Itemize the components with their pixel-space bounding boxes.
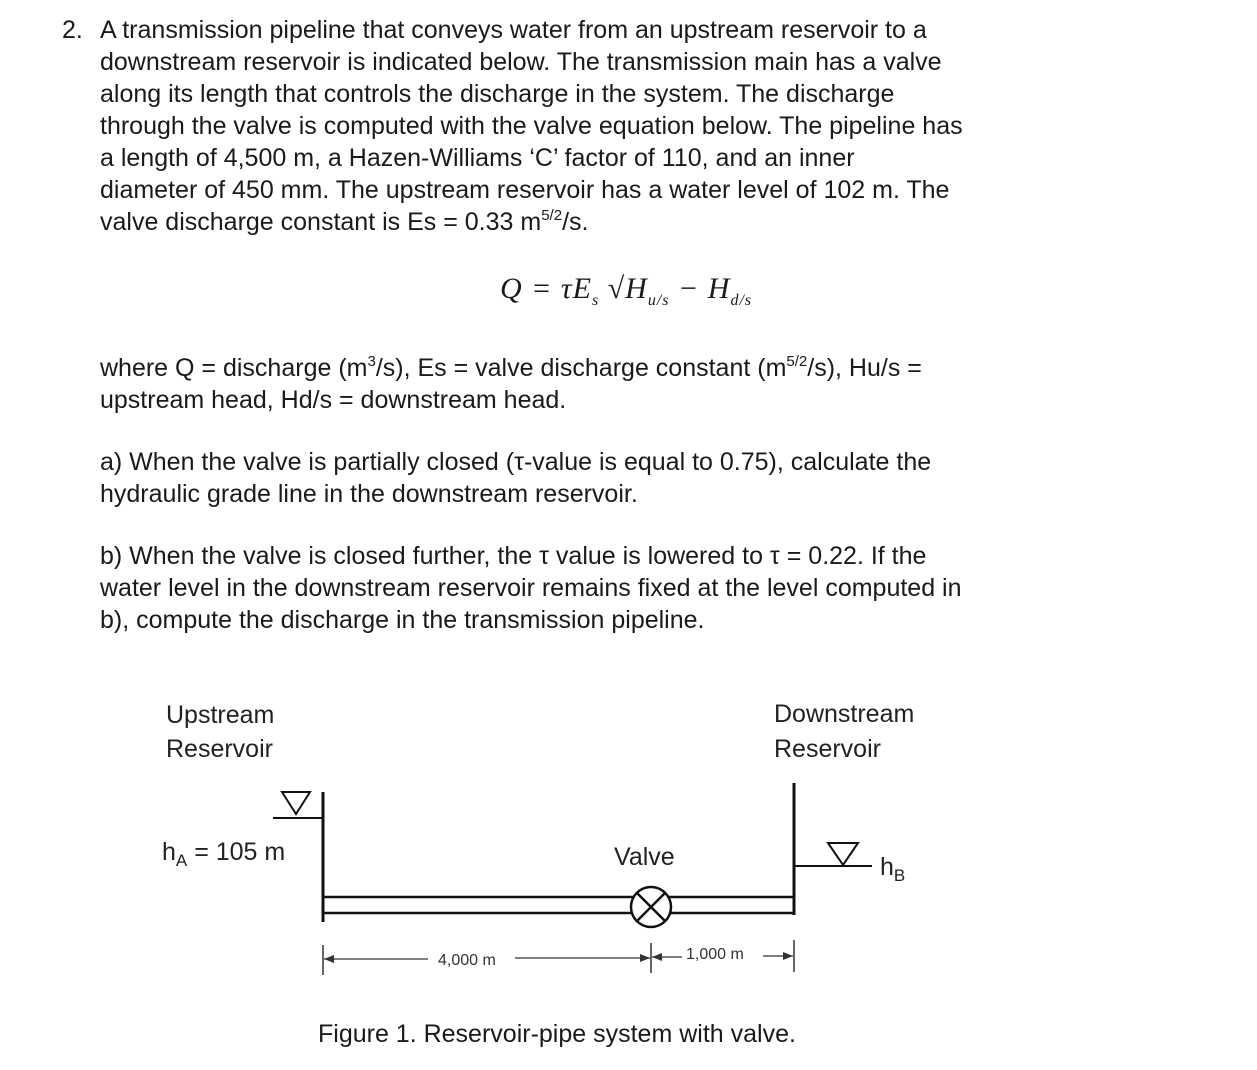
statement-text: /s. (562, 208, 589, 236)
part-b-line: b) When the valve is closed further, the τ value is lowered to τ = 0.22. If the (100, 542, 927, 570)
statement-line: along its length that controls the discharge in the system. The discharge (100, 80, 895, 108)
dim-label-1000: 1,000 m (686, 946, 744, 963)
dim-arrow (783, 952, 793, 960)
equation-root: √H (607, 272, 648, 305)
part-b-line: water level in the downstream reservoir remains fixed at the level computed in (100, 574, 962, 602)
statement-line: downstream reservoir is indicated below. The transmission main has a valve (100, 48, 942, 76)
part-b-line: b), compute the discharge in the transmission pipeline. (100, 606, 705, 634)
statement-line: diameter of 450 mm. The upstream reservoir has a water level of 102 m. The (100, 176, 950, 204)
ha-label: $h_A = 105$ m (162, 838, 286, 870)
definition-text: /s), Hu/s = (807, 354, 922, 382)
definition-text: where Q = discharge (m (100, 354, 368, 382)
part-a-line: hydraulic grade line in the downstream reservoir. (100, 480, 638, 508)
dim-arrow (652, 953, 662, 961)
exponent: 5/2 (786, 353, 808, 370)
statement-line: A transmission pipeline that conveys water from an upstream reservoir to a (100, 16, 927, 44)
equation-minus: − H (669, 272, 731, 305)
equation-sub: d/s (730, 292, 753, 309)
definition-text: /s), Es = valve discharge constant (m (375, 354, 787, 382)
downstream-label-1: Downstream (774, 700, 915, 728)
upstream-label-1: Upstream (166, 701, 275, 729)
part-a-line: a) When the valve is partially closed (τ-value is equal to 0.75), calculate the (100, 448, 932, 476)
dim-label-4000: 4,000 m (438, 952, 496, 969)
upstream-label-2: Reservoir (166, 735, 273, 763)
downstream-label-2: Reservoir (774, 735, 881, 763)
valve-label: Valve (614, 843, 675, 871)
exponent: 3 (367, 353, 376, 370)
equation-lhs: Q = τE (500, 272, 592, 305)
equation-sub: s (591, 292, 600, 309)
downstream-water-level-triangle (828, 843, 858, 865)
equation-sub: u/s (647, 292, 670, 309)
dim-arrow (640, 954, 650, 962)
statement-line: through the valve is computed with the valve equation below. The pipeline has (100, 112, 963, 140)
problem-number: 2. (62, 16, 83, 44)
statement-line: a length of 4,500 m, a Hazen-Williams ‘C’ factor of 110, and an inner (100, 144, 855, 172)
exponent: 5/2 (541, 207, 563, 224)
statement-text: valve discharge constant is Es = 0.33 m (100, 208, 542, 236)
figure-caption: Figure 1. Reservoir-pipe system with valve. (318, 1020, 796, 1048)
hb-label: $h_B$ (880, 853, 906, 885)
definition-line: upstream head, Hd/s = downstream head. (100, 386, 567, 414)
upstream-water-level-triangle (282, 792, 310, 814)
dim-arrow (324, 955, 334, 963)
